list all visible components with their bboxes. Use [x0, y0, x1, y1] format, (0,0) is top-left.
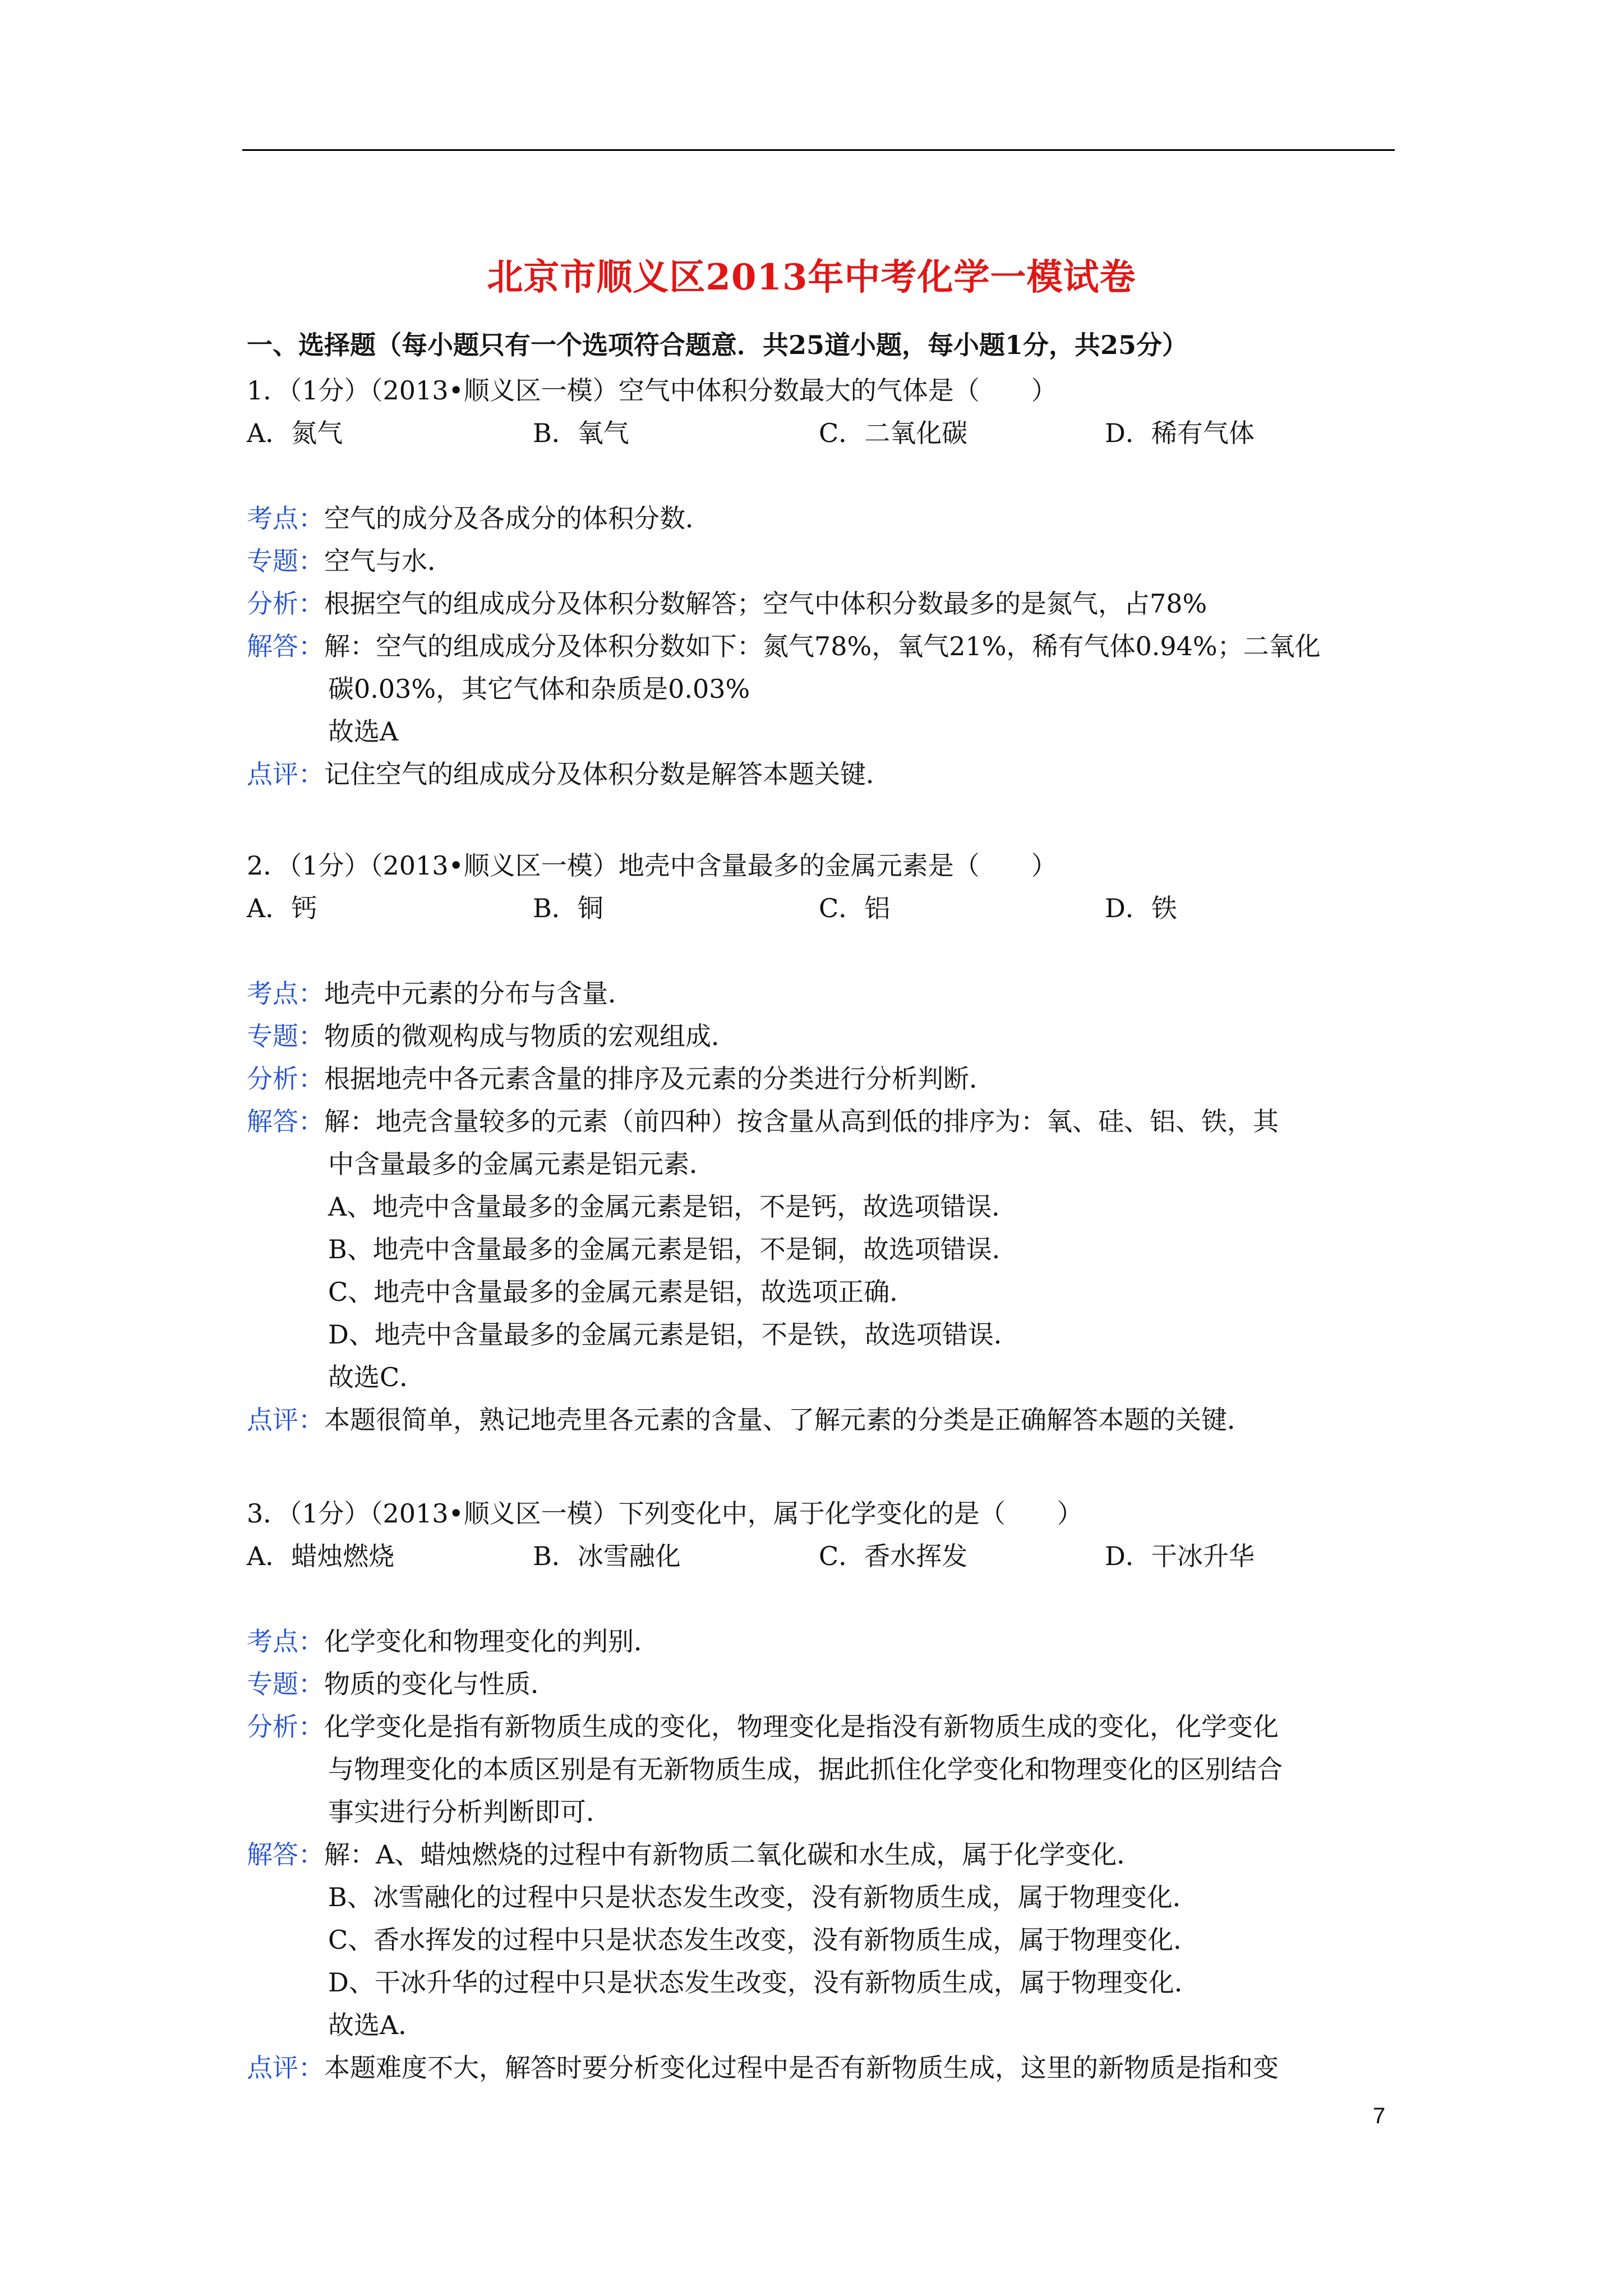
fenxi-label: 分析： [247, 1711, 324, 1742]
option-b: B．铜 [533, 893, 603, 923]
fenxi-row [247, 1057, 1402, 1100]
fenxi-text: 根据地壳中各元素含量的排序及元素的分类进行分析判断． [324, 1064, 995, 1094]
jieda-row [247, 1833, 1402, 1876]
header-rule [242, 149, 1395, 151]
question-stem: 2．（1分）（2013•顺义区一模）地壳中含量最多的金属元素是（ ） [247, 850, 1057, 881]
kaodian-text: 地壳中元素的分布与含量． [324, 978, 634, 1009]
dianping-text: 本题难度不大，解答时要分析变化过程中是否有新物质生成，这里的新物质是指和变 [324, 2053, 1279, 2083]
dianping-text: 记住空气的组成成分及体积分数是解答本题关键． [324, 759, 892, 789]
jieda-row [247, 1100, 1402, 1143]
dianping-label: 点评： [247, 759, 324, 789]
zhuanti-row [247, 540, 1402, 582]
fenxi-label: 分析： [247, 588, 324, 619]
options-row [247, 412, 1402, 454]
option-c: C．二氧化碳 [819, 418, 968, 448]
fenxi-line: 与物理变化的本质区别是有无新物质生成，据此抓住化学变化和物理变化的区别结合 [328, 1754, 1283, 1784]
option-b: B．冰雪融化 [533, 1541, 681, 1571]
fenxi-label: 分析： [247, 1064, 324, 1094]
kaodian-label: 考点： [247, 503, 324, 533]
jieda-line: 中含量最多的金属元素是铝元素． [328, 1149, 715, 1179]
question-stem: 3．（1分）（2013•顺义区一模）下列变化中，属于化学变化的是（ ） [247, 1498, 1083, 1529]
option-a: A．钙 [247, 893, 317, 923]
dianping-row [247, 2046, 1402, 2089]
option-b: B．氧气 [533, 418, 629, 448]
option-c: C．铝 [819, 893, 891, 923]
dianping-label: 点评： [247, 2053, 324, 2083]
jieda-text: 解：空气的组成成分及体积分数如下：氮气78%，氧气21%，稀有气体0.94%；二氧化 [324, 631, 1321, 661]
kaodian-text: 空气的成分及各成分的体积分数． [324, 503, 711, 533]
fenxi-row [247, 1705, 1402, 1748]
jieda-line: C、香水挥发的过程中只是状态发生改变，没有新物质生成，属于物理变化． [328, 1925, 1200, 1955]
question-2 [247, 844, 1402, 1441]
jieda-line: D、干冰升华的过程中只是状态发生改变，没有新物质生成，属于物理变化． [328, 1967, 1200, 1998]
option-a: A．氮气 [247, 418, 343, 448]
section-heading: 一、选择题（每小题只有一个选项符合题意．共25道小题，每小题1分，共25分） [247, 330, 1188, 360]
jieda-text: 解：A、蜡烛燃烧的过程中有新物质二氧化碳和水生成，属于化学变化． [324, 1839, 1143, 1870]
option-a: A．蜡烛燃烧 [247, 1541, 395, 1571]
option-d: D．稀有气体 [1105, 418, 1255, 448]
jieda-line: 故选C． [328, 1362, 426, 1392]
jieda-line: B、地壳中含量最多的金属元素是铝，不是铜，故选项错误． [328, 1234, 1018, 1264]
fenxi-row [247, 582, 1402, 625]
question-3 [247, 1492, 1402, 2089]
options-row [247, 887, 1402, 930]
kaodian-row [247, 1620, 1402, 1663]
jieda-row [247, 625, 1402, 668]
dianping-label: 点评： [247, 1405, 324, 1435]
option-d: D．铁 [1105, 893, 1177, 923]
fenxi-text: 化学变化是指有新物质生成的变化，物理变化是指没有新物质生成的变化，化学变化 [324, 1711, 1279, 1742]
option-c: C．香水挥发 [819, 1541, 968, 1571]
kaodian-row [247, 497, 1402, 540]
zhuanti-row [247, 1015, 1402, 1057]
jieda-line: D、地壳中含量最多的金属元素是铝，不是铁，故选项错误． [328, 1319, 1020, 1350]
zhuanti-text: 空气与水． [324, 546, 453, 576]
kaodian-row [247, 972, 1402, 1015]
dianping-text: 本题很简单，熟记地壳里各元素的含量、了解元素的分类是正确解答本题的关键． [324, 1405, 1253, 1435]
jieda-label: 解答： [247, 631, 324, 661]
jieda-line: 故选A [328, 716, 399, 747]
jieda-label: 解答： [247, 1106, 324, 1137]
kaodian-label: 考点： [247, 1626, 324, 1657]
jieda-line: B、冰雪融化的过程中只是状态发生改变，没有新物质生成，属于物理变化． [328, 1882, 1198, 1912]
dianping-row [247, 753, 1402, 795]
question-1 [247, 369, 1402, 795]
kaodian-label: 考点： [247, 978, 324, 1009]
zhuanti-label: 专题： [247, 546, 324, 576]
jieda-line: C、地壳中含量最多的金属元素是铝，故选项正确． [328, 1277, 916, 1307]
jieda-label: 解答： [247, 1839, 324, 1870]
zhuanti-text: 物质的微观构成与物质的宏观组成． [324, 1021, 737, 1051]
jieda-text: 解：地壳含量较多的元素（前四种）按含量从高到低的排序为：氧、硅、铝、铁，其 [324, 1106, 1279, 1137]
page-title: 北京市顺义区2013年中考化学一模试卷 [487, 256, 1136, 298]
zhuanti-text: 物质的变化与性质． [324, 1669, 556, 1699]
options-row [247, 1535, 1402, 1577]
jieda-line: A、地壳中含量最多的金属元素是铝，不是钙，故选项错误． [328, 1191, 1018, 1222]
dianping-row [247, 1398, 1402, 1441]
zhuanti-row [247, 1663, 1402, 1705]
fenxi-line: 事实进行分析判断即可． [328, 1797, 612, 1827]
option-d: D．干冰升华 [1105, 1541, 1255, 1571]
page-number: 7 [1373, 2104, 1386, 2128]
jieda-line: 碳0.03%，其它气体和杂质是0.03% [328, 674, 750, 704]
zhuanti-label: 专题： [247, 1021, 324, 1051]
jieda-line: 故选A． [328, 2010, 425, 2040]
kaodian-text: 化学变化和物理变化的判别． [324, 1626, 660, 1657]
zhuanti-label: 专题： [247, 1669, 324, 1699]
question-stem: 1．（1分）（2013•顺义区一模）空气中体积分数最大的气体是（ ） [247, 375, 1057, 406]
fenxi-text: 根据空气的组成成分及体积分数解答；空气中体积分数最多的是氮气，占78% [324, 588, 1207, 619]
